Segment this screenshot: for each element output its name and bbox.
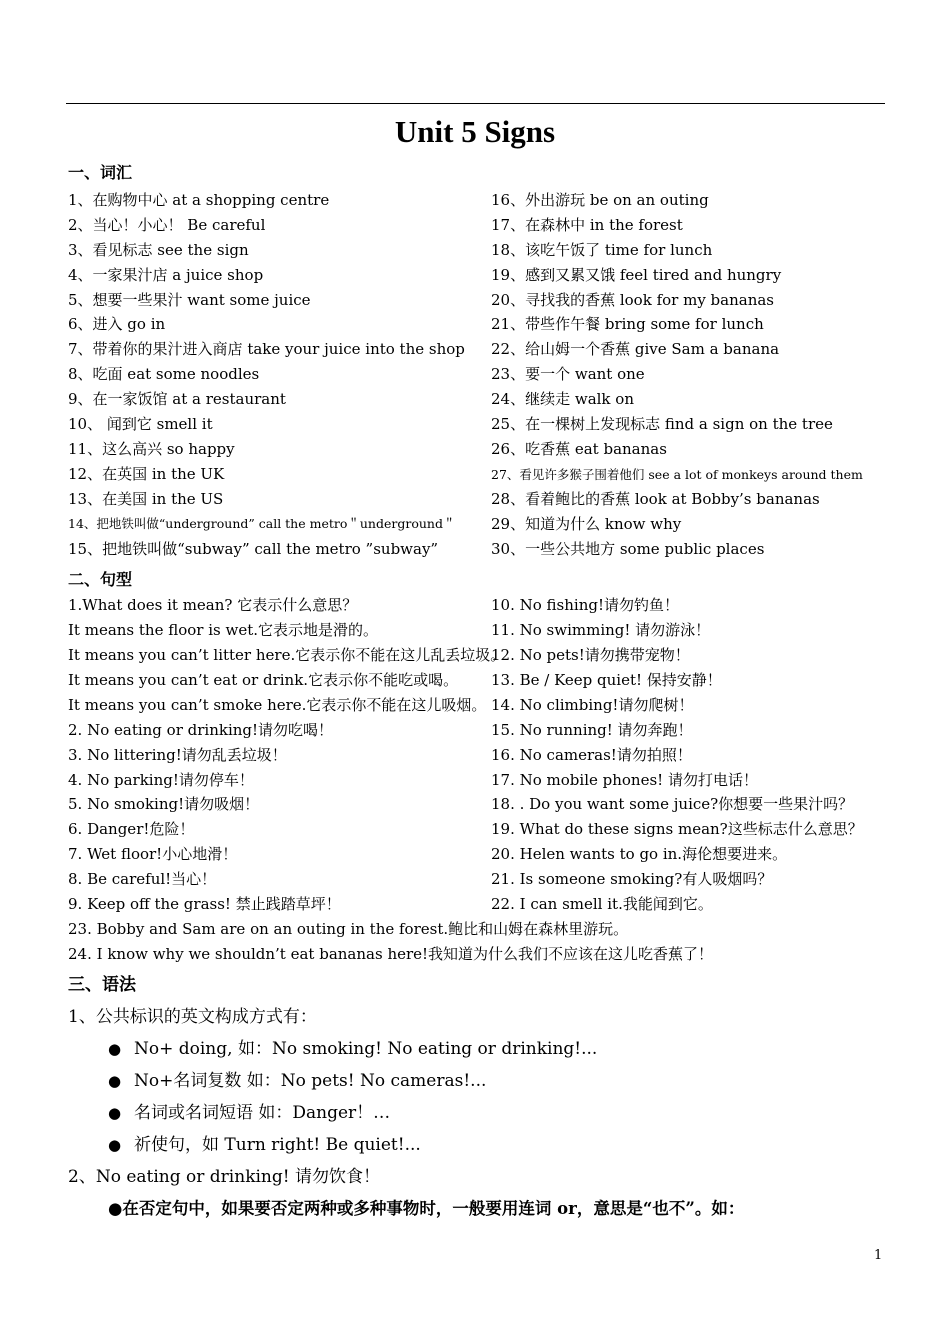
- sentence-item: 22. I can smell it.我能闻到它。: [491, 895, 713, 913]
- sentence-item: 2. No eating or drinking!请勿吃喝！: [68, 721, 334, 739]
- vocab-item: 15、把地铁叫做“subway” call the metro ”subway”: [68, 540, 439, 558]
- vocab-item: 27、看见许多猴子围着他们 see a lot of monkeys around them: [491, 467, 863, 482]
- sentence-item: 16. No cameras!请勿拍照！: [491, 746, 692, 764]
- vocab-item: 3、看见标志 see the sign: [68, 241, 249, 259]
- sentence-item: 17. No mobile phones! 请勿打电话！: [491, 771, 758, 789]
- vocab-item: 14、把地铁叫做“underground” call the metro＂underground＂: [68, 516, 456, 531]
- vocab-item: 10、 闻到它 smell it: [68, 415, 213, 433]
- vocab-item: 16、外出游玩 be on an outing: [491, 191, 709, 209]
- sentence-item: It means you can’t smoke here.它表示你不能在这儿吸烟。: [68, 696, 487, 714]
- bullet-dot-icon: ●: [108, 1136, 122, 1154]
- vocab-item: 4、一家果汁店 a juice shop: [68, 266, 264, 284]
- vocab-item: 19、感到又累又饿 feel tired and hungry: [491, 266, 782, 284]
- vocab-item: 12、在英国 in the UK: [68, 465, 225, 483]
- vocab-item: 23、要一个 want one: [491, 365, 645, 383]
- sentence-item: It means you can’t eat or drink.它表示你不能吃或喝。: [68, 671, 459, 689]
- vocab-item: 21、带些作午餐 bring some for lunch: [491, 315, 764, 333]
- sentence-item: 10. No fishing!请勿钓鱼！: [491, 596, 679, 614]
- vocab-item: 30、一些公共地方 some public places: [491, 540, 765, 558]
- sentence-item: 1.What does it mean? 它表示什么意思？: [68, 596, 358, 614]
- sentence-item: 13. Be / Keep quiet! 保持安静！: [491, 671, 722, 689]
- bullet-dot-icon: ●: [108, 1199, 123, 1218]
- vocab-item: 24、继续走 walk on: [491, 390, 634, 408]
- vocab-item: 11、这么高兴 so happy: [68, 440, 235, 458]
- bullet-dot-icon: ●: [108, 1072, 122, 1090]
- grammar-bullet: ● No+ doing, 如：No smoking! No eating or drinking!...: [108, 1039, 598, 1059]
- sentence-item: 8. Be careful!当心！: [68, 870, 217, 888]
- sentence-item: 18. . Do you want some juice?你想要一些果汁吗？: [491, 795, 854, 813]
- sentence-item: 5. No smoking!请勿吸烟！: [68, 795, 260, 813]
- sentence-item: It means you can’t litter here.它表示你不能在这儿乱丢垃圾。: [68, 646, 506, 664]
- vocab-item: 29、知道为什么 know why: [491, 515, 682, 533]
- vocab-item: 13、在美国 in the US: [68, 490, 224, 508]
- grammar-bullet: ● 祈使句，如 Turn right! Be quiet!...: [108, 1135, 421, 1155]
- sentence-item: 11. No swimming! 请勿游泳！: [491, 621, 711, 639]
- vocab-item: 6、进入 go in: [68, 315, 166, 333]
- sentence-item: 21. Is someone smoking?有人吸烟吗？: [491, 870, 773, 888]
- sentence-item: 24. I know why we shouldn’t eat bananas here!我知道为什么我们不应该在这儿吃香蕉了！: [68, 945, 714, 963]
- vocab-item: 7、带着你的果汁进入商店 take your juice into the shop: [68, 340, 465, 358]
- sentence-item: 19. What do these signs mean?这些标志什么意思？: [491, 820, 863, 838]
- vocab-item: 26、吃香蕉 eat bananas: [491, 440, 667, 458]
- section-heading-sentences: 二、句型: [68, 570, 133, 589]
- sentence-item: 15. No running! 请勿奔跑！: [491, 721, 693, 739]
- grammar-bullet: ● No+名词复数 如：No pets! No cameras!...: [108, 1071, 487, 1091]
- grammar-point: 1、公共标识的英文构成方式有：: [68, 1007, 317, 1027]
- vocab-item: 17、在森林中 in the forest: [491, 216, 683, 234]
- vocab-item: 5、想要一些果汁 want some juice: [68, 291, 311, 309]
- vocab-item: 2、当心！小心！ Be careful: [68, 216, 266, 234]
- sentence-item: It means the floor is wet.它表示地是滑的。: [68, 621, 379, 639]
- page-title: Unit 5 Signs: [394, 114, 556, 149]
- vocab-item: 22、给山姆一个香蕉 give Sam a banana: [491, 340, 780, 358]
- vocab-item: 1、在购物中心 at a shopping centre: [68, 191, 330, 209]
- sentence-item: 9. Keep off the grass! 禁止践踏草坪！: [68, 895, 341, 913]
- sentence-item: 7. Wet floor!小心地滑！: [68, 845, 238, 863]
- sentence-item: 4. No parking!请勿停车！: [68, 771, 254, 789]
- vocab-item: 20、寻找我的香蕉 look for my bananas: [491, 291, 775, 309]
- page-number: 1: [874, 1248, 883, 1263]
- vocab-item: 8、吃面 eat some noodles: [68, 365, 260, 383]
- vocab-item: 9、在一家饭馆 at a restaurant: [68, 390, 286, 408]
- bullet-dot-icon: ●: [108, 1040, 122, 1058]
- top-rule: [66, 103, 885, 104]
- bullet-dot-icon: ●: [108, 1104, 122, 1122]
- vocab-item: 28、看着鲍比的香蕉 look at Bobby’s bananas: [491, 490, 820, 508]
- section-heading-vocab: 一、词汇: [68, 163, 133, 182]
- sentence-item: 20. Helen wants to go in.海伦想要进来。: [491, 845, 788, 863]
- section-heading-grammar: 三、语法: [68, 975, 136, 995]
- sentence-item: 12. No pets!请勿携带宠物！: [491, 646, 690, 664]
- grammar-note: ●在否定句中，如果要否定两种或多种事物时，一般要用连词 or，意思是“也不”。如：: [108, 1199, 745, 1218]
- sentence-item: 6. Danger!危险！: [68, 820, 195, 838]
- vocab-item: 18、该吃午饭了 time for lunch: [491, 241, 713, 259]
- grammar-point: 2、No eating or drinking! 请勿饮食！: [68, 1167, 380, 1187]
- vocab-item: 25、在一棵树上发现标志 find a sign on the tree: [491, 415, 833, 433]
- sentence-item: 3. No littering!请勿乱丢垃圾！: [68, 746, 287, 764]
- sentence-item: 23. Bobby and Sam are on an outing in the forest.鲍比和山姆在森林里游玩。: [68, 920, 629, 938]
- grammar-bullet: ● 名词或名词短语 如：Danger！…: [108, 1103, 391, 1123]
- sentence-item: 14. No climbing!请勿爬树！: [491, 696, 694, 714]
